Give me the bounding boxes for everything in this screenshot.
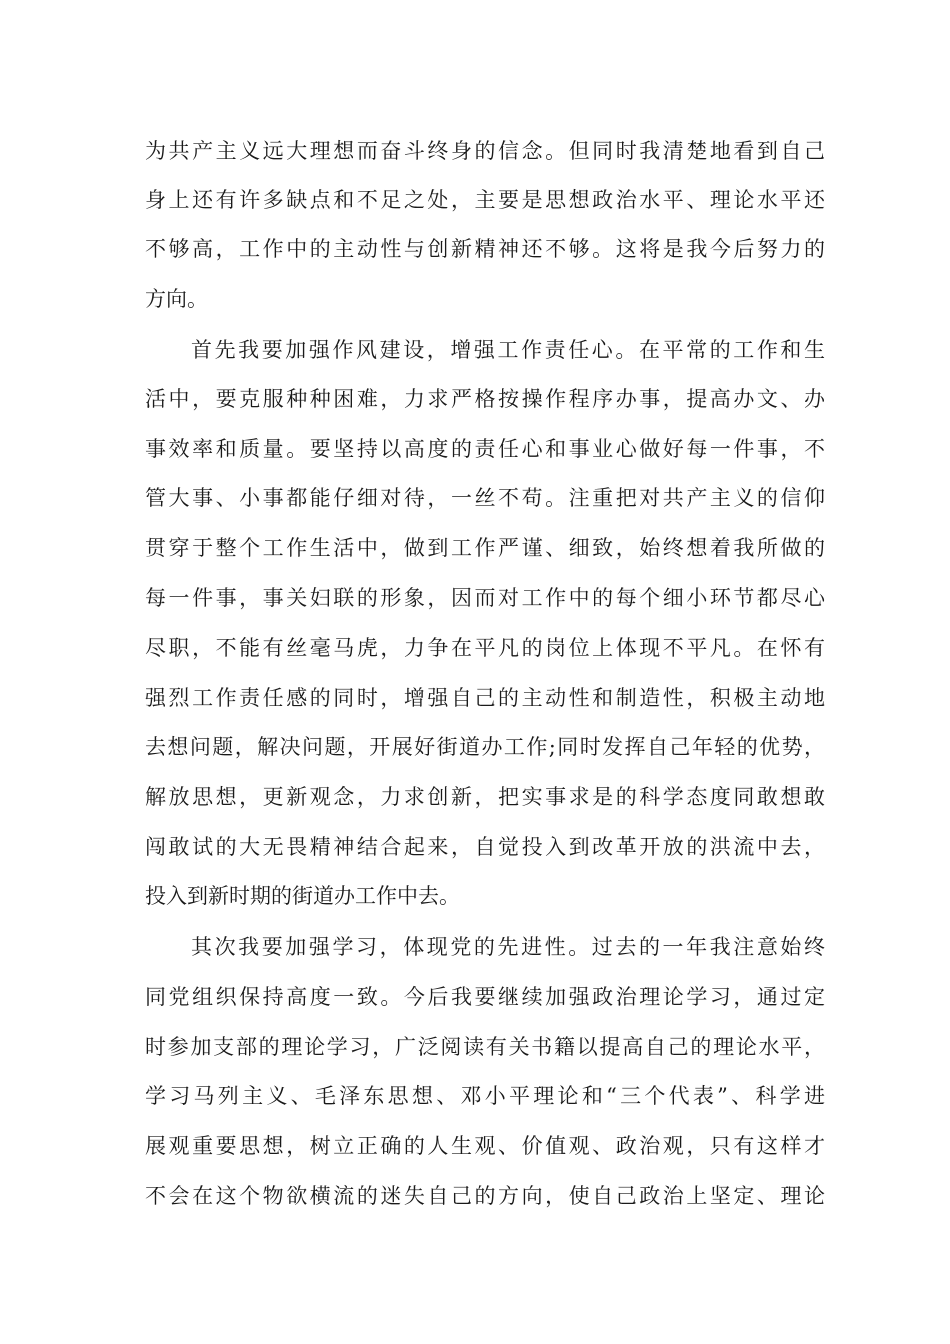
paragraph-line: 学习马列主义、毛泽东思想、邓小平理论和“三个代表”、科学进 [145,1084,825,1108]
paragraph-line: 为共产主义远大理想而奋斗终身的信念。但同时我清楚地看到自己 [145,139,825,163]
paragraph-line: 管大事、小事都能仔细对待，一丝不苟。注重把对共产主义的信仰 [145,486,825,510]
paragraph-line: 闯敢试的大无畏精神结合起来，自觉投入到改革开放的洪流中去， [145,835,825,859]
paragraph-line: 投入到新时期的街道办工作中去。 [145,884,460,908]
paragraph-line: 方向。 [145,287,208,311]
paragraph-line: 解放思想，更新观念，力求创新，把实事求是的科学态度同敢想敢 [145,785,825,809]
paragraph-line: 同党组织保持高度一致。今后我要继续加强政治理论学习，通过定 [145,985,825,1009]
paragraph-line: 强烈工作责任感的同时，增强自己的主动性和制造性，积极主动地 [145,686,825,710]
paragraph-line: 展观重要思想，树立正确的人生观、价值观、政治观，只有这样才 [145,1134,825,1158]
paragraph-line: 首先我要加强作风建设，增强工作责任心。在平常的工作和生 [191,338,825,362]
paragraph-line: 尽职，不能有丝毫马虎，力争在平凡的岗位上体现不平凡。在怀有 [145,636,825,660]
paragraph-line: 身上还有许多缺点和不足之处，主要是思想政治水平、理论水平还 [145,188,825,212]
paragraph-line: 不够高，工作中的主动性与创新精神还不够。这将是我今后努力的 [145,237,825,261]
paragraph-line: 活中，要克服种种困难，力求严格按操作程序办事，提高办文、办 [145,387,825,411]
paragraph-line: 时参加支部的理论学习，广泛阅读有关书籍以提高自己的理论水平， [145,1035,825,1059]
paragraph-line: 其次我要加强学习，体现党的先进性。过去的一年我注意始终 [191,935,825,959]
paragraph-line: 每一件事，事关妇联的形象，因而对工作中的每个细小环节都尽心 [145,586,825,610]
paragraph-line: 贯穿于整个工作生活中，做到工作严谨、细致，始终想着我所做的 [145,536,825,560]
paragraph-line: 去想问题，解决问题，开展好街道办工作;同时发挥自己年轻的优势， [145,735,825,759]
paragraph-line: 事效率和质量。要坚持以高度的责任心和事业心做好每一件事，不 [145,437,825,461]
paragraph-line: 不会在这个物欲横流的迷失自己的方向，使自己政治上坚定、理论 [145,1184,825,1208]
